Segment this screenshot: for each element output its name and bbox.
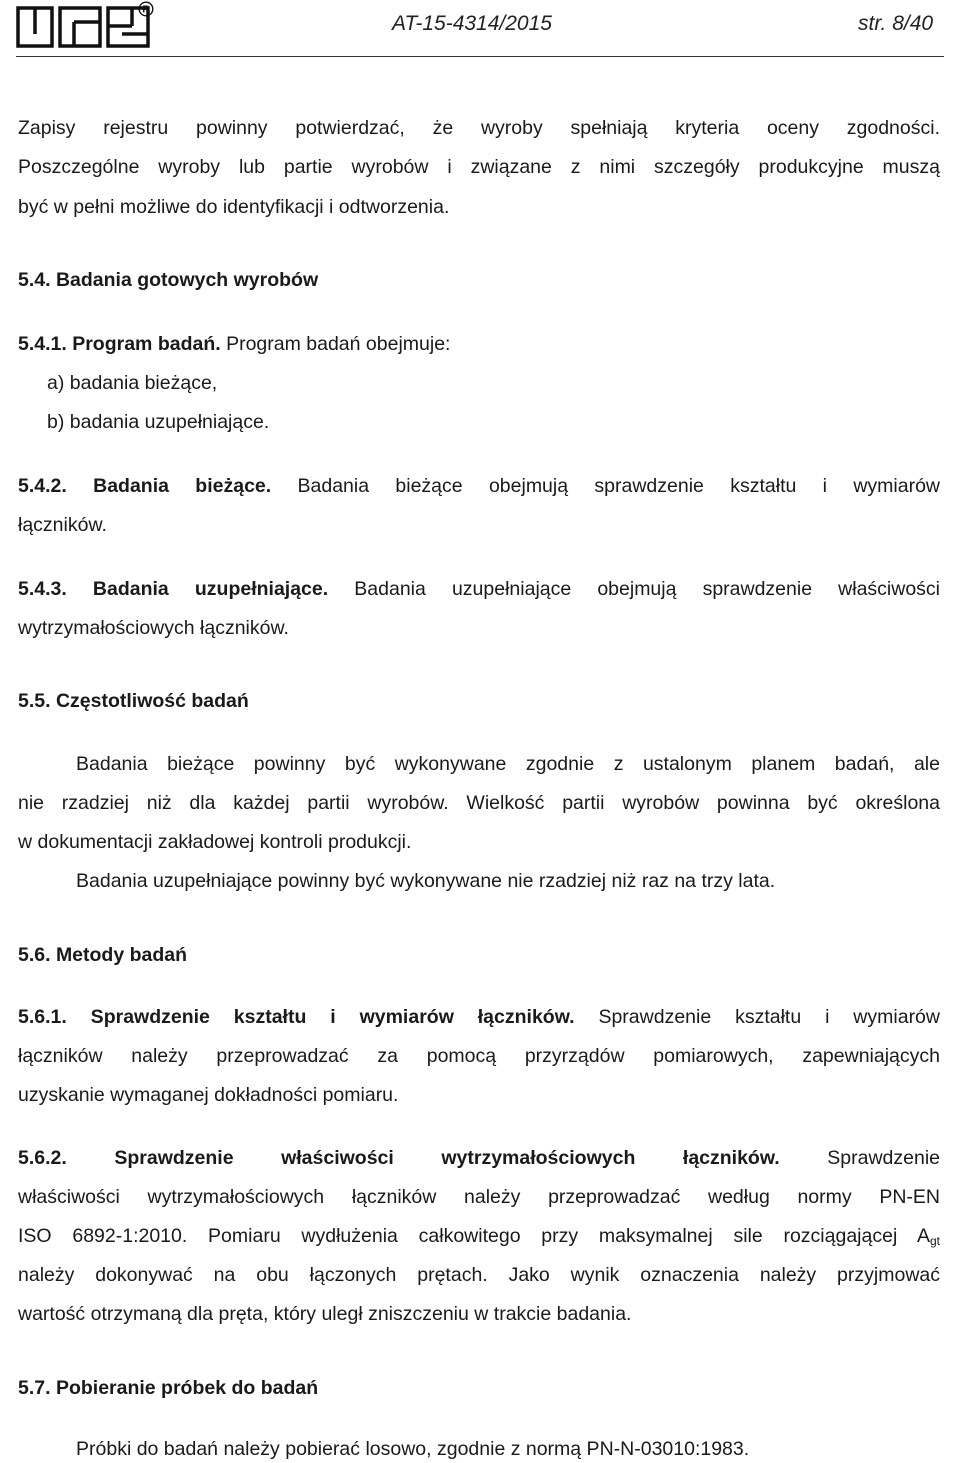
subsection-561: [18, 1005, 940, 1029]
subsection-heading: 5.6.2. Sprawdzenie właściwości wytrzymałościowych łączników.: [18, 1147, 780, 1169]
paragraph-line: Poszczególne wyroby lub partie wyrobów i związane z nimi szczegóły produkcyjne muszą: [18, 156, 940, 178]
paragraph-line: łączników.: [18, 514, 107, 536]
subsection-text: Badania bieżące obejmują sprawdzenie kształtu i wymiarów: [271, 475, 940, 497]
paragraph-line: nie rzadziej niż dla każdej partii wyrobów. Wielkość partii wyrobów powinna być określona: [18, 792, 940, 814]
section-heading: 5.7. Pobieranie próbek do badań: [18, 1377, 319, 1399]
subsection-541: [18, 332, 940, 356]
subsection-543: [18, 577, 940, 601]
paragraph-line: być w pełni możliwe do identyfikacji i odtworzenia.: [18, 196, 450, 218]
subsection-heading: 5.6.1. Sprawdzenie kształtu i wymiarów łączników.: [18, 1006, 575, 1028]
paragraph-line: łączników należy przeprowadzać za pomocą przyrządów pomiarowych, zapewniających: [18, 1045, 940, 1067]
subsection-542: [18, 474, 940, 498]
document-number: AT-15-4314/2015: [392, 12, 552, 35]
section-heading: 5.4. Badania gotowych wyrobów: [18, 269, 319, 291]
list-item: b) badania uzupełniające.: [47, 411, 270, 433]
registered-mark-icon: [138, 0, 154, 16]
list-item: a) badania bieżące,: [47, 372, 218, 394]
paragraph-line: Zapisy rejestru powinny potwierdzać, że wyroby spełniają kryteria oceny zgodności.: [18, 117, 940, 139]
section-heading: 5.5. Częstotliwość badań: [18, 690, 249, 712]
paragraph-line: Próbki do badań należy pobierać losowo, zgodnie z normą PN-N-03010:1983.: [76, 1438, 750, 1460]
subsection-562: [18, 1146, 940, 1170]
subsection-text: Sprawdzenie: [779, 1147, 941, 1169]
subsection-text: Badania uzupełniające obejmują sprawdzenie właściwości: [328, 578, 941, 600]
subsection-text: Sprawdzenie kształtu i wymiarów: [574, 1006, 940, 1028]
paragraph-line: Badania uzupełniające powinny być wykonywane nie rzadziej niż raz na trzy lata.: [76, 870, 776, 892]
paragraph-line: właściwości wytrzymałościowych łączników należy przeprowadzać według normy PN-EN: [18, 1186, 940, 1208]
section-heading: 5.6. Metody badań: [18, 944, 188, 966]
page-number: str. 8/40: [858, 12, 934, 35]
subsection-heading: 5.4.1. Program badań.: [18, 333, 221, 355]
paragraph-line: uzyskanie wymaganej dokładności pomiaru.: [18, 1084, 399, 1106]
itb-logo: [16, 4, 152, 50]
paragraph-line: [18, 1224, 940, 1253]
paragraph-line: wytrzymałościowych łączników.: [18, 617, 289, 639]
header-divider: [16, 56, 944, 57]
paragraph-line: należy dokonywać na obu łączonych prętach. Jako wynik oznaczenia należy przyjmować: [18, 1264, 940, 1286]
paragraph-line: wartość otrzymaną dla pręta, który uległ zniszczeniu w trakcie badania.: [18, 1303, 632, 1325]
paragraph-line: w dokumentacji zakładowej kontroli produkcji.: [18, 831, 412, 853]
subscript: gt: [929, 1234, 940, 1248]
paragraph-text: ISO 6892-1:2010. Pomiaru wydłużenia całkowitego przy maksymalnej sile rozciągającej A: [18, 1225, 930, 1247]
paragraph-line: Badania bieżące powinny być wykonywane zgodnie z ustalonym planem badań, ale: [76, 753, 940, 775]
svg-text:R: R: [142, 4, 150, 16]
subsection-heading: 5.4.2. Badania bieżące.: [18, 475, 272, 497]
subsection-heading: 5.4.3. Badania uzupełniające.: [18, 578, 329, 600]
subsection-text: Program badań obejmuje:: [220, 333, 451, 355]
